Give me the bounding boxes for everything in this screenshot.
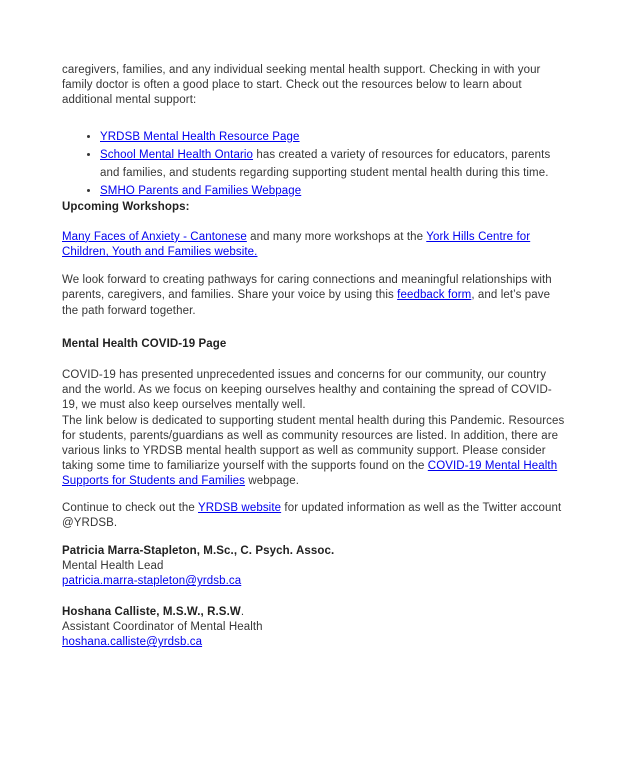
yrdsb-mental-health-resource-page-link[interactable]: YRDSB Mental Health Resource Page bbox=[100, 130, 300, 143]
forward-text-before: We look forward to creating pathways for caring connections and meaningful relationships with parents, caregivers, and families. Share your voice by using this bbox=[62, 274, 552, 302]
hoshana-email-link[interactable]: hoshana.calliste@yrdsb.ca bbox=[62, 636, 203, 649]
continue-paragraph bbox=[62, 501, 567, 531]
school-mental-health-ontario-link[interactable]: School Mental Health Ontario bbox=[100, 148, 254, 161]
signature-block bbox=[62, 544, 567, 590]
workshops-text: and many more workshops at the bbox=[246, 230, 427, 243]
list-item bbox=[100, 128, 567, 146]
list-item-text: has created a variety of resources for educators, parents and families, and students regarding supporting student mental health during this time. bbox=[100, 148, 551, 179]
resource-list bbox=[62, 128, 567, 200]
covid-text-part2: The link below is dedicated to supporting student mental health during this Pandemic. Resources for students, parents/guardians as well as community resources are listed. In addition, there are various links to YRDSB mental health support as well as community support. Please consider taking some time to familiarize yourself with the supports found on the bbox=[62, 414, 565, 473]
smho-parents-families-webpage-link[interactable]: SMHO Parents and Families Webpage bbox=[100, 184, 302, 197]
signature-title: Assistant Coordinator of Mental Health bbox=[62, 620, 263, 633]
patricia-email-link[interactable]: patricia.marra-stapleton@yrdsb.ca bbox=[62, 575, 242, 588]
covid-text-after: webpage. bbox=[245, 475, 300, 488]
list-item bbox=[100, 146, 567, 182]
forward-paragraph bbox=[62, 273, 567, 319]
signature-block bbox=[62, 605, 567, 651]
covid-paragraph bbox=[62, 368, 567, 490]
signature-name-regular: . bbox=[240, 605, 245, 618]
signature-name-bold: Hoshana Calliste, M.S.W., R.S.W bbox=[62, 605, 241, 618]
signature-title: Mental Health Lead bbox=[62, 560, 164, 573]
many-faces-of-anxiety-cantonese-link[interactable]: Many Faces of Anxiety - Cantonese bbox=[62, 230, 247, 243]
document-content bbox=[62, 63, 567, 650]
list-item bbox=[100, 182, 567, 200]
covid-text-part1: COVID-19 has presented unprecedented issues and concerns for our community, our country and the world. As we focus on keeping ourselves healthy and containing the spread of COVID-19, we must also keep ourselves mentally well. bbox=[62, 369, 552, 412]
signature-name bbox=[62, 544, 567, 559]
signature-name-bold: Patricia Marra-Stapleton, M.Sc., C. Psych. Assoc. bbox=[62, 545, 335, 558]
covid-page-heading: Mental Health COVID-19 Page bbox=[62, 337, 227, 350]
forward-text-after: , and let’s pave the path forward together. bbox=[62, 289, 551, 317]
yrdsb-website-link[interactable]: YRDSB website bbox=[198, 501, 282, 514]
signature-email-line bbox=[62, 574, 567, 589]
feedback-form-link[interactable]: feedback form bbox=[397, 289, 472, 302]
intro-paragraph: caregivers, families, and any individual seeking mental health support. Checking in with your family doctor is often a good place to start. Check out the resources below to learn about additional mental support: bbox=[62, 64, 541, 107]
signature-email-line bbox=[62, 635, 567, 650]
york-hills-centre-website-link[interactable]: York Hills Centre for Children, Youth and Families website. bbox=[62, 230, 531, 259]
upcoming-workshops-heading: Upcoming Workshops: bbox=[62, 200, 190, 213]
covid-mental-health-supports-link[interactable]: COVID-19 Mental Health Supports for Students and Families bbox=[62, 460, 558, 488]
continue-text-before: Continue to check out the bbox=[62, 501, 199, 514]
signature-name bbox=[62, 605, 567, 620]
workshops-paragraph bbox=[62, 230, 567, 260]
continue-text-after: for updated information as well as the Twitter account @YRDSB. bbox=[62, 501, 562, 529]
